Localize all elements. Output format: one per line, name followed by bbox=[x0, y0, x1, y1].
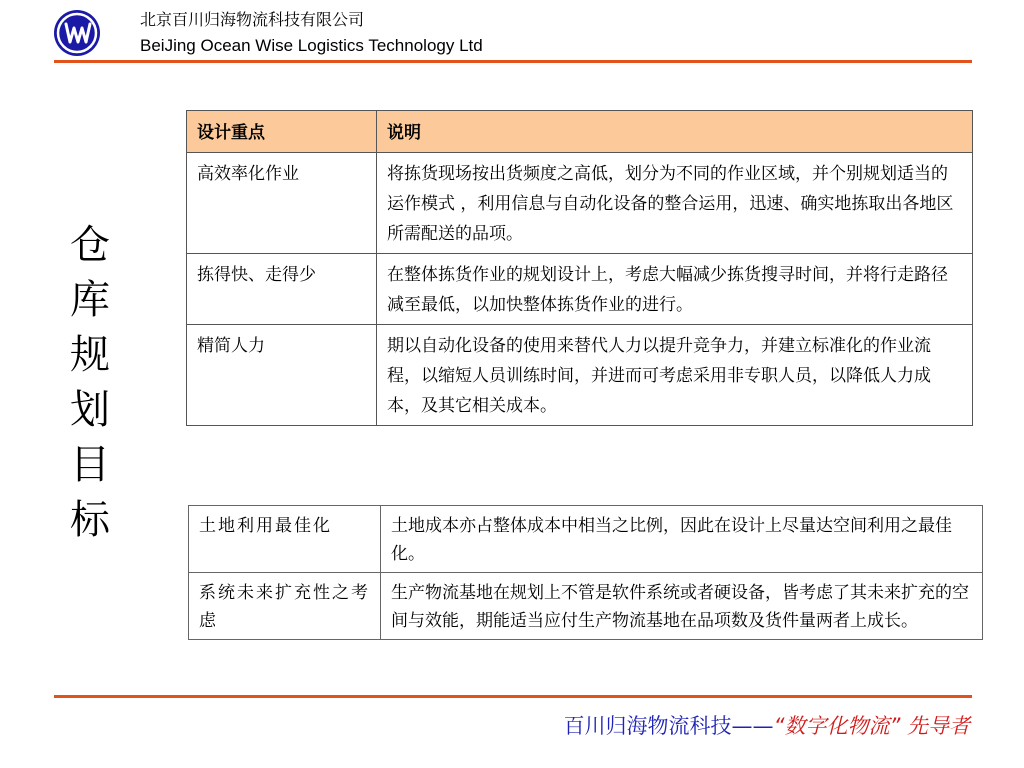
row-key: 系统未来扩充性之考虑 bbox=[189, 573, 381, 640]
table-row bbox=[189, 506, 983, 573]
row-key: 高效率化作业 bbox=[187, 153, 377, 254]
table-row bbox=[187, 325, 973, 426]
row-key: 精简人力 bbox=[187, 325, 377, 426]
company-name-cn: 北京百川归海物流科技有限公司 bbox=[140, 10, 365, 29]
column-header-desc: 说明 bbox=[377, 111, 973, 153]
table-row bbox=[189, 573, 983, 640]
page-title: 仓库规划目标 bbox=[70, 222, 110, 543]
company-name-en: BeiJing Ocean Wise Logistics Technology Ltd bbox=[140, 36, 483, 55]
row-desc: 将拣货现场按出货频度之高低，划分为不同的作业区域，并个别规划适当的运作模式 ，利用信息与自动化设备的整合运用，迅速、确实地拣取出各地区所需配送的品项。 bbox=[377, 153, 973, 254]
footer-slogan bbox=[564, 712, 970, 740]
row-desc: 土地成本亦占整体成本中相当之比例，因此在设计上尽量达空间利用之最佳化。 bbox=[381, 506, 983, 573]
table-header-row bbox=[187, 111, 973, 153]
design-points-table-continued bbox=[188, 505, 983, 640]
row-desc: 在整体拣货作业的规划设计上，考虑大幅减少拣货搜寻时间，并将行走路径减至最低，以加快整体拣货作业的进行。 bbox=[377, 254, 973, 325]
column-header-key: 设计重点 bbox=[187, 111, 377, 153]
table-row bbox=[187, 254, 973, 325]
row-desc: 期以自动化设备的使用来替代人力以提升竞争力，并建立标准化的作业流程，以缩短人员训练时间，并进而可考虑采用非专职人员，以降低人力成本，及其它相关成本。 bbox=[377, 325, 973, 426]
row-key: 土地利用最佳化 bbox=[189, 506, 381, 573]
header-divider bbox=[54, 60, 972, 63]
row-key: 拣得快、走得少 bbox=[187, 254, 377, 325]
company-logo-icon bbox=[54, 10, 100, 56]
footer-divider bbox=[54, 695, 972, 698]
table-row bbox=[187, 153, 973, 254]
row-desc: 生产物流基地在规划上不管是软件系统或者硬设备，皆考虑了其未来扩充的空间与效能，期能适当应付生产物流基地在品项数及货件量两者上成长。 bbox=[381, 573, 983, 640]
design-points-table bbox=[186, 110, 973, 426]
footer-company: 百川归海物流科技—— bbox=[563, 714, 774, 738]
footer-tagline: “数字化物流” 先导者 bbox=[773, 714, 970, 738]
